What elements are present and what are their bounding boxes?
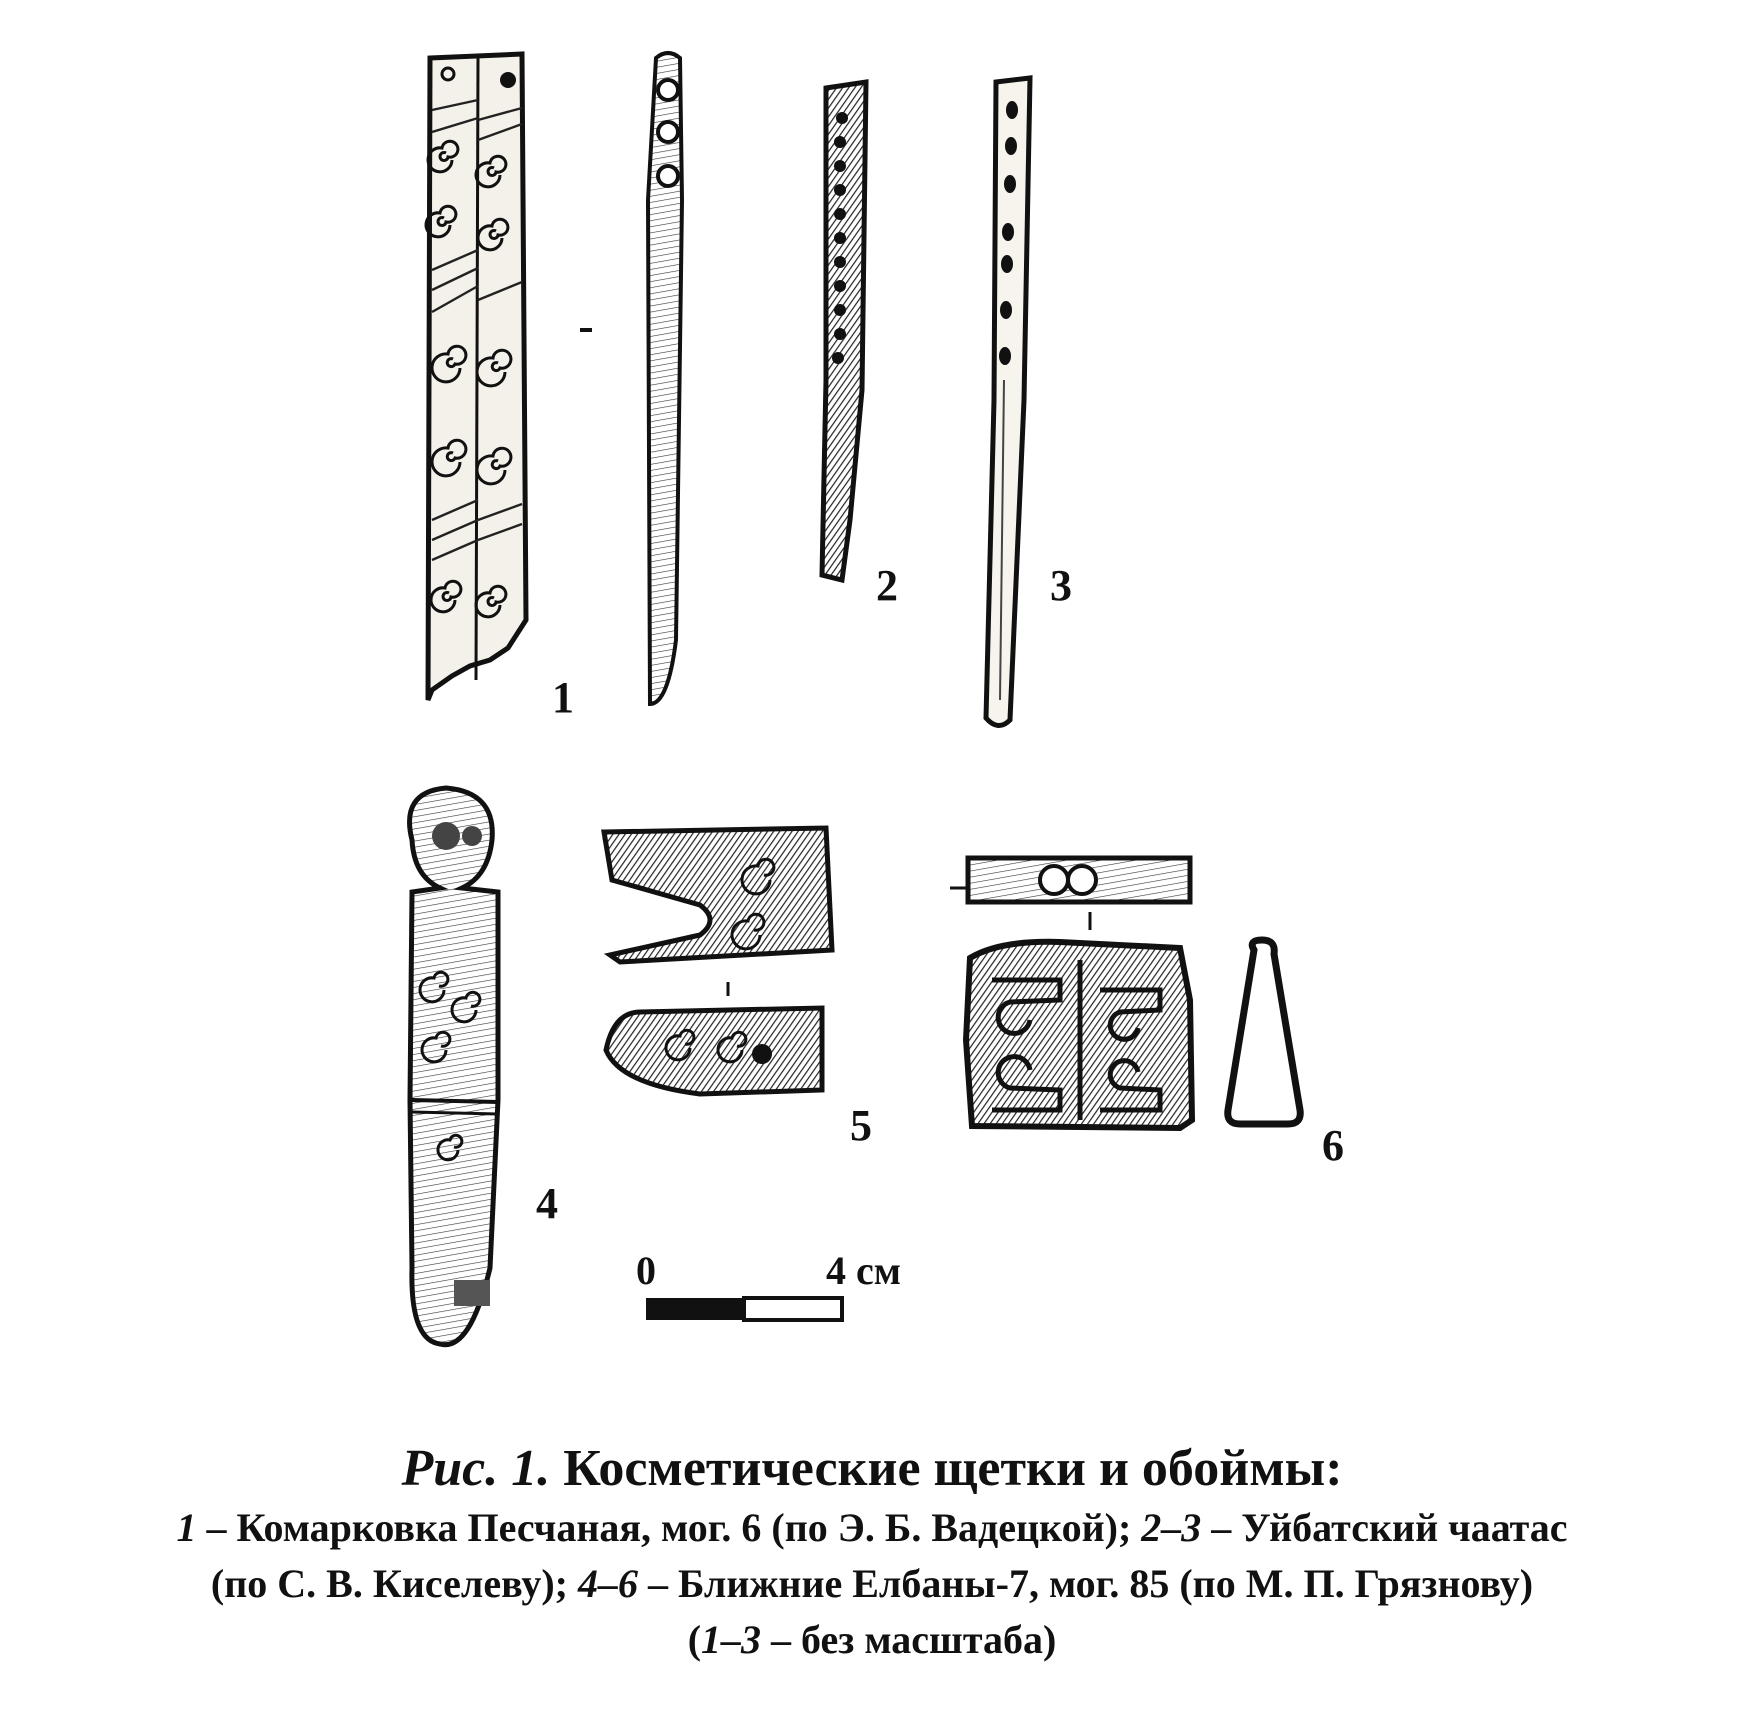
caption-line-3: [0, 1612, 1744, 1668]
caption-text: – Ближние Елбаны-7, мог. 85 (по М. П. Грязнову): [637, 1561, 1534, 1606]
scale-start-label: 0: [636, 1248, 656, 1293]
label-2: 2: [876, 561, 898, 610]
caption-ref-4-6: 4–6: [577, 1561, 638, 1606]
scale-black-segment: [646, 1298, 744, 1320]
caption-ref-1-3: 1–3: [701, 1617, 762, 1662]
artifact-2-slender-handle: [648, 53, 682, 704]
artifact-7-clip-set: [950, 858, 1300, 1128]
caption-text: – Комарковка Песчаная, мог. 6 (по Э. Б. Вадецкой);: [196, 1505, 1142, 1550]
caption-text: – Уйбатский чаатас: [1201, 1505, 1568, 1550]
artifact-4-perforated-stick: [986, 78, 1030, 726]
caption-text: (по С. В. Киселеву);: [210, 1561, 578, 1606]
artifact-1-brush-handle: [426, 54, 526, 700]
caption-text: – без масштаба): [761, 1617, 1057, 1662]
scale-white-segment: [744, 1298, 842, 1320]
caption-title-text: Косметические щетки и обоймы:: [550, 1440, 1343, 1497]
scale-bar: [636, 1248, 901, 1320]
caption-title: [0, 1438, 1744, 1500]
label-3: 3: [1050, 561, 1072, 610]
label-1: 1: [552, 673, 574, 722]
caption-line-1: [0, 1500, 1744, 1556]
label-6: 6: [1322, 1121, 1344, 1170]
caption-text: (: [687, 1617, 702, 1662]
caption-line-2: [0, 1556, 1744, 1612]
artifact-5-figurine-handle: [410, 788, 498, 1345]
caption-ref-1: 1: [176, 1505, 197, 1550]
label-5: 5: [850, 1101, 872, 1150]
scale-end-label: 4 см: [826, 1248, 901, 1293]
caption-figure-number: Рис. 1.: [401, 1440, 551, 1497]
label-4: 4: [536, 1179, 558, 1228]
artifact-6-clip-fragments: [604, 828, 832, 1094]
artifact-3-dark-brush: [822, 82, 866, 580]
figure-caption: [0, 1438, 1744, 1668]
caption-ref-2-3: 2–3: [1141, 1505, 1202, 1550]
